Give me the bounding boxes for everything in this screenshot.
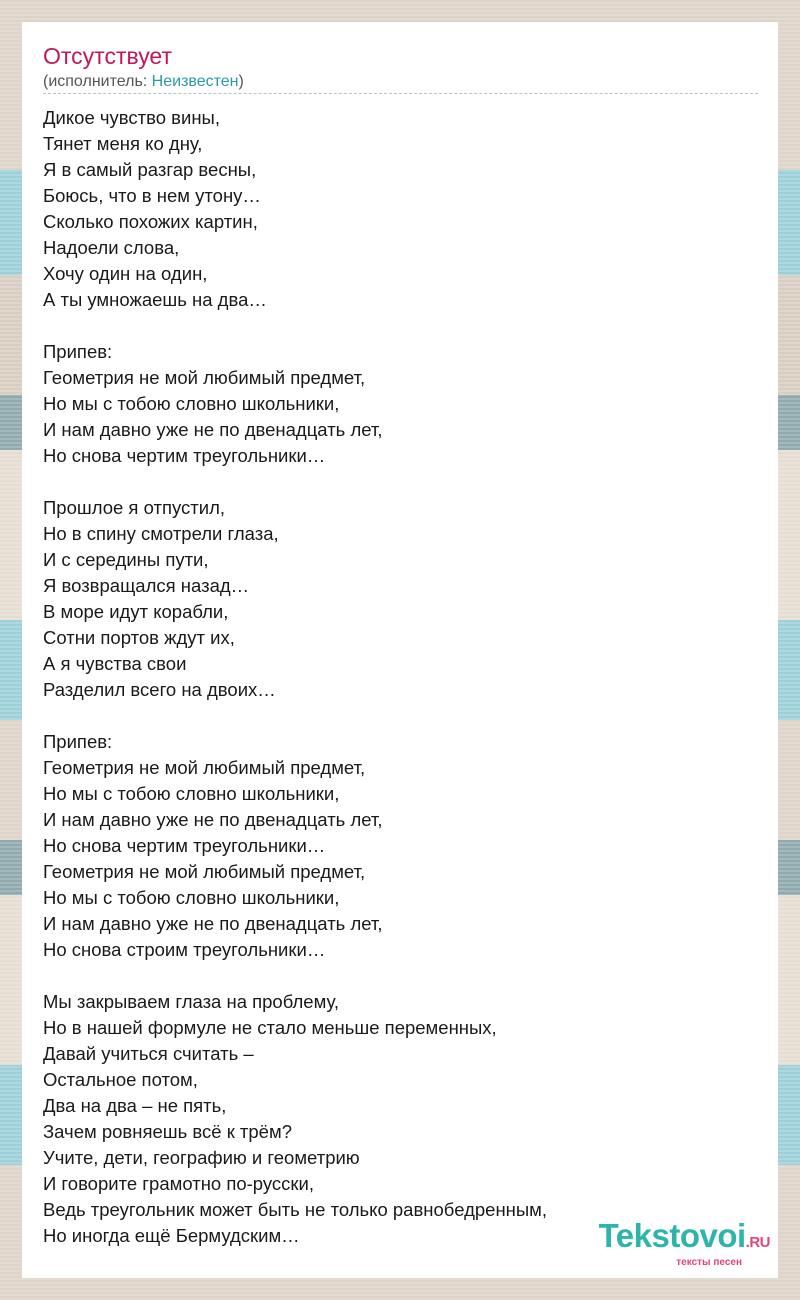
lyric-line: Сколько похожих картин, <box>43 211 258 232</box>
lyric-line: Зачем ровняешь всё к трём? <box>43 1121 292 1142</box>
lyric-line: Но иногда ещё Бермудским… <box>43 1225 300 1246</box>
lyric-line: Но в нашей формуле не стало меньше переменных, <box>43 1017 497 1038</box>
lyric-line: Боюсь, что в нем утону… <box>43 185 261 206</box>
lyric-line: Я возвращался назад… <box>43 575 250 596</box>
lyric-line: Прошлое я отпустил, <box>43 497 226 518</box>
lyric-line: И нам давно уже не по двенадцать лет, <box>43 913 383 934</box>
lyrics-card <box>22 22 778 1278</box>
lyric-line: Геометрия не мой любимый предмет, <box>43 861 366 882</box>
lyric-line: Хочу один на один, <box>43 263 208 284</box>
lyric-line: Ведь треугольник может быть не только равнобедренным, <box>43 1199 548 1220</box>
lyric-line: Надоели слова, <box>43 237 180 258</box>
lyric-line: Геометрия не мой любимый предмет, <box>43 757 366 778</box>
logo-name: Tekstovoi <box>598 1217 746 1254</box>
lyric-line: А ты умножаешь на два… <box>43 289 267 310</box>
lyric-line: Но в спину смотрели глаза, <box>43 523 279 544</box>
lyric-line: Но мы с тобою словно школьники, <box>43 783 340 804</box>
lyric-line: В море идут корабли, <box>43 601 229 622</box>
lyric-line: Учите, дети, географию и геометрию <box>43 1147 360 1168</box>
stanza-break <box>43 313 753 339</box>
song-title: Отсутствует <box>43 43 172 69</box>
lyric-line: И с середины пути, <box>43 549 209 570</box>
lyric-line: Но снова чертим треугольники… <box>43 445 326 466</box>
artist-suffix: ) <box>238 73 244 90</box>
lyrics-text <box>43 105 753 1249</box>
lyric-line: Дикое чувство вины, <box>43 107 220 128</box>
title-divider <box>43 93 758 94</box>
stanza-break <box>43 703 753 729</box>
lyric-line: Остальное потом, <box>43 1069 198 1090</box>
lyric-line: Но мы с тобою словно школьники, <box>43 393 340 414</box>
logo-tagline: тексты песен <box>676 1257 742 1268</box>
artist-line <box>43 72 244 92</box>
lyric-line: И нам давно уже не по двенадцать лет, <box>43 419 383 440</box>
stanza-break <box>43 963 753 989</box>
lyric-line: Но снова строим треугольники… <box>43 939 326 960</box>
lyric-line: Геометрия не мой любимый предмет, <box>43 367 366 388</box>
lyric-line: Припев: <box>43 341 113 362</box>
lyric-line: И нам давно уже не по двенадцать лет, <box>43 809 383 830</box>
lyric-line: И говорите грамотно по-русски, <box>43 1173 314 1194</box>
artist-link[interactable]: Неизвестен <box>151 73 239 90</box>
lyric-line: Я в самый разгар весны, <box>43 159 257 180</box>
lyric-line: Давай учиться считать – <box>43 1043 254 1064</box>
logo-domain: .RU <box>745 1234 770 1251</box>
lyric-line: Мы закрываем глаза на проблему, <box>43 991 340 1012</box>
lyric-line: Сотни портов ждут их, <box>43 627 235 648</box>
lyric-line: Разделил всего на двоих… <box>43 679 276 700</box>
lyric-line: А я чувства свои <box>43 653 187 674</box>
lyric-line: Припев: <box>43 731 113 752</box>
lyric-line: Но снова чертим треугольники… <box>43 835 326 856</box>
stanza-break <box>43 469 753 495</box>
site-logo[interactable] <box>599 1219 770 1268</box>
lyric-line: Два на два – не пять, <box>43 1095 227 1116</box>
lyric-line: Тянет меня ко дну, <box>43 133 203 154</box>
lyric-line: Но мы с тобою словно школьники, <box>43 887 340 908</box>
artist-prefix: (исполнитель: <box>43 73 152 90</box>
